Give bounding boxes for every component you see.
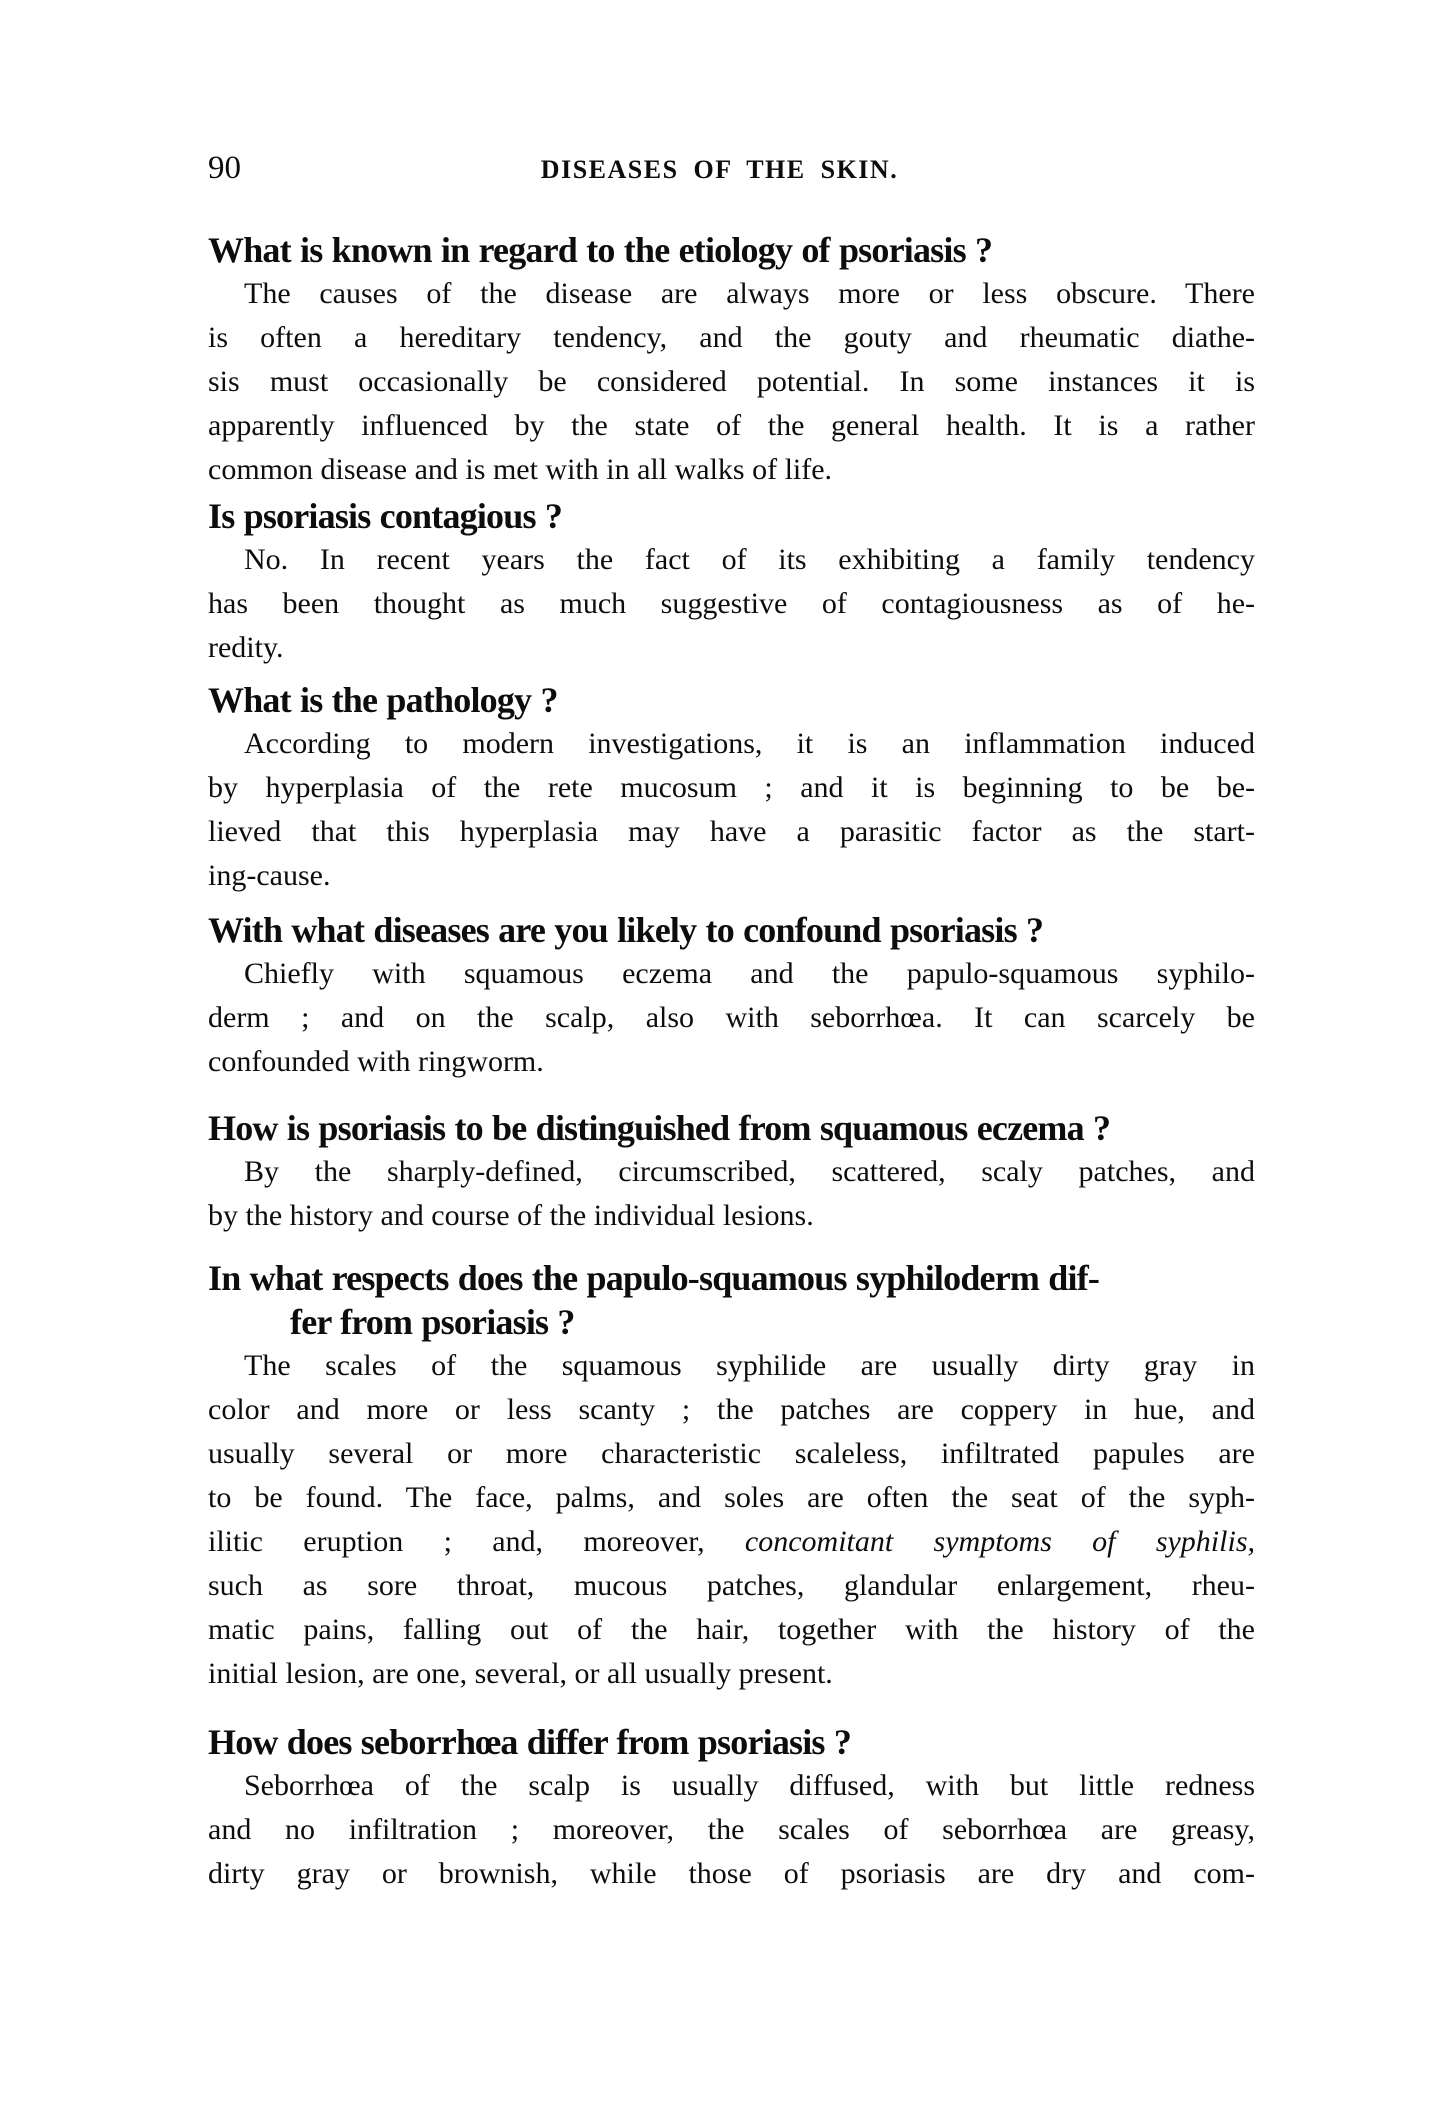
section-pathology — [208, 678, 1255, 898]
text-column — [208, 150, 1255, 1896]
section-syphiloderm — [208, 1256, 1255, 1696]
text-line: derm ; and on the scalp, also with seborrhœa. It can scarcely be — [208, 1001, 1255, 1034]
question-heading-line-1: In what respects does the papulo-squamous syphiloderm dif- — [208, 1258, 1100, 1298]
text-line: such as sore throat, mucous patches, glandular enlargement, rheu- — [208, 1569, 1255, 1602]
text-line: is often a hereditary tendency, and the gouty and rheumatic diathe- — [208, 321, 1255, 354]
text-line — [208, 1520, 1255, 1564]
text-line: ing-cause. — [208, 859, 331, 892]
text-line: sis must occasionally be considered potential. In some instances it is — [208, 365, 1255, 398]
text-line: by hyperplasia of the rete mucosum ; and it is beginning to be be- — [208, 771, 1255, 804]
text-line: apparently influenced by the state of the general health. It is a rather — [208, 409, 1255, 442]
text-line: has been thought as much suggestive of contagiousness as of he- — [208, 587, 1255, 620]
text-line: initial lesion, are one, several, or all usually present. — [208, 1657, 833, 1690]
text-line: dirty gray or brownish, while those of psoriasis are dry and com- — [208, 1857, 1255, 1890]
text-line: common disease and is met with in all walks of life. — [208, 453, 833, 486]
question-heading-line-2: fer from psoriasis ? — [290, 1302, 575, 1342]
section-distinguish-eczema — [208, 1106, 1255, 1238]
text-line: to be found. The face, palms, and soles are often the seat of the syph- — [208, 1481, 1255, 1514]
text-line: Chiefly with squamous eczema and the papulo-squamous syphilo- — [244, 957, 1255, 990]
text-line: redity. — [208, 631, 284, 664]
section-seborrhoea — [208, 1720, 1255, 1896]
section-etiology — [208, 228, 1255, 492]
text-line: Seborrhœa of the scalp is usually diffused, with but little redness — [244, 1769, 1255, 1802]
text-run: ilitic eruption ; and, moreover, — [208, 1525, 745, 1558]
text-line: by the history and course of the individual lesions. — [208, 1199, 814, 1232]
text-line: confounded with ringworm. — [208, 1045, 544, 1078]
text-line: The scales of the squamous syphilide are usually dirty gray in — [244, 1349, 1255, 1382]
question-heading: What is the pathology ? — [208, 680, 558, 720]
page-number: 90 — [208, 150, 241, 186]
text-line: No. In recent years the fact of its exhibiting a family tendency — [244, 543, 1255, 576]
text-line: The causes of the disease are always more or less obscure. There — [244, 277, 1255, 310]
text-line: usually several or more characteristic scaleless, infiltrated papules are — [208, 1437, 1255, 1470]
question-heading: How is psoriasis to be distinguished from squamous eczema ? — [208, 1108, 1111, 1148]
page-header — [208, 150, 1255, 190]
text-line: and no infiltration ; moreover, the scales of seborrhœa are greasy, — [208, 1813, 1255, 1846]
question-heading: Is psoriasis contagious ? — [208, 496, 563, 536]
italic-phrase: concomitant symptoms of syphilis, — [744, 1525, 1255, 1558]
text-line: matic pains, falling out of the hair, together with the history of the — [208, 1613, 1255, 1646]
question-heading: What is known in regard to the etiology of psoriasis ? — [208, 230, 993, 270]
text-line: lieved that this hyperplasia may have a parasitic factor as the start- — [208, 815, 1255, 848]
running-title: DISEASES OF THE SKIN. — [540, 155, 899, 184]
question-heading: With what diseases are you likely to confound psoriasis ? — [208, 910, 1044, 950]
text-line: According to modern investigations, it is an inflammation induced — [244, 727, 1255, 760]
question-heading: How does seborrhœa differ from psoriasis ? — [208, 1722, 852, 1762]
text-line: color and more or less scanty ; the patches are coppery in hue, and — [208, 1393, 1255, 1426]
section-confound — [208, 908, 1255, 1084]
section-contagious — [208, 494, 1255, 670]
text-line: By the sharply-defined, circumscribed, scattered, scaly patches, and — [244, 1155, 1255, 1188]
